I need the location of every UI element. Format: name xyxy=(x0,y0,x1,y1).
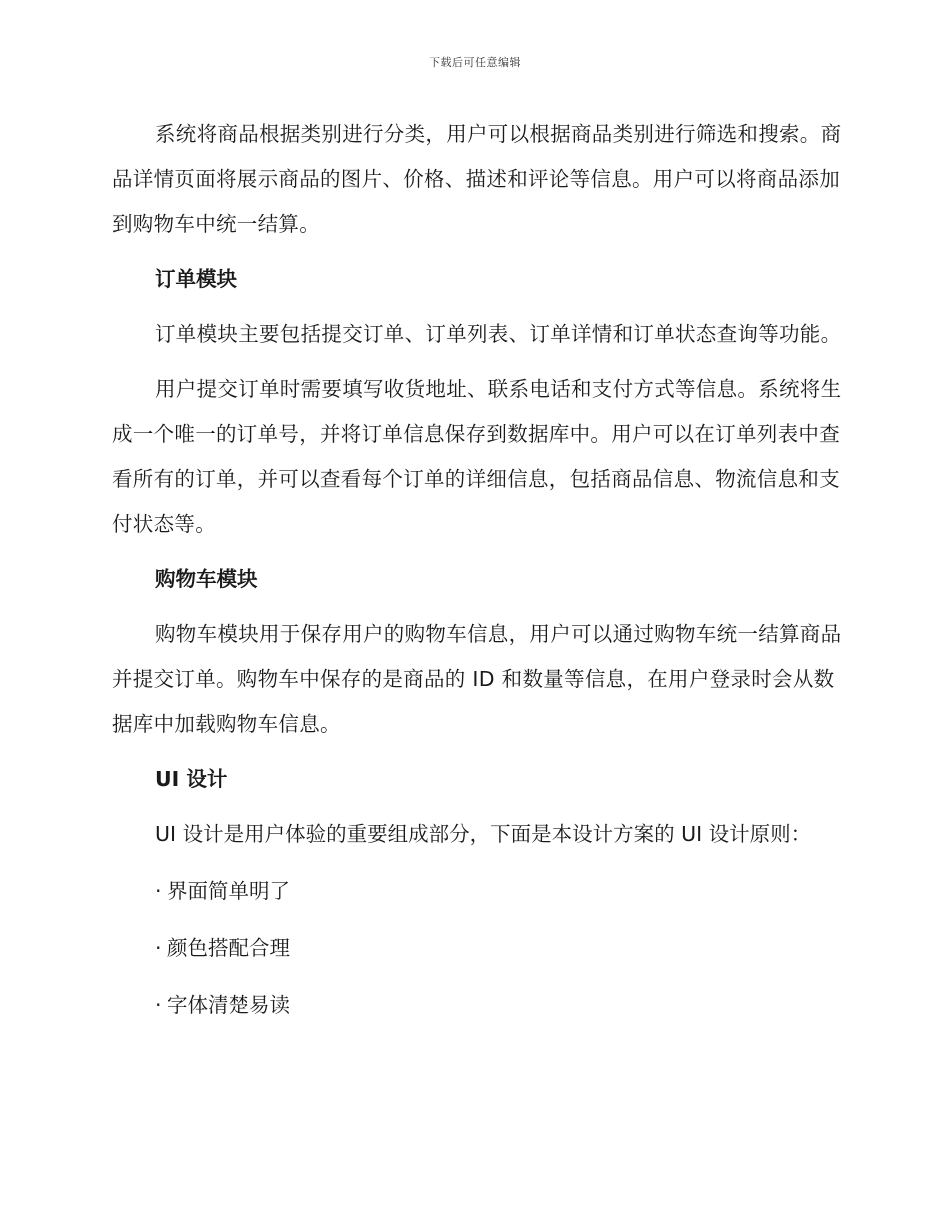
heading-ui-design: UI 设计 xyxy=(155,767,228,791)
bullet-marker: · xyxy=(155,879,162,903)
heading-cart-module: 购物车模块 xyxy=(155,567,258,591)
bullet-text: 颜色搭配合理 xyxy=(167,936,290,960)
bullet-text: 字体清楚易读 xyxy=(167,993,290,1017)
paragraph-product-category: 系统将商品根据类别进行分类，用户可以根据商品类别进行筛选和搜索。商品详情页面将展示商品的图片、价格、描述和评论等信息。用户可以将商品添加到购物车中统一结算。 xyxy=(112,122,842,236)
paragraph-cart: 购物车模块用于保存用户的购物车信息，用户可以通过购物车统一结算商品并提交订单。购物车中保存的是商品的 ID 和数量等信息，在用户登录时会从数据库中加载购物车信息。 xyxy=(112,622,842,736)
bullet-marker: · xyxy=(155,936,162,960)
page-header-note: 下载后可任意编辑 xyxy=(429,56,521,69)
bullet-text: 界面简单明了 xyxy=(167,879,290,903)
bullet-item xyxy=(112,926,842,971)
bullet-item xyxy=(112,983,842,1028)
paragraph-order-overview: 订单模块主要包括提交订单、订单列表、订单详情和订单状态查询等功能。 xyxy=(155,322,842,346)
paragraph-ui-principles-intro: UI 设计是用户体验的重要组成部分，下面是本设计方案的 UI 设计原则： xyxy=(155,822,812,846)
heading-order-module: 订单模块 xyxy=(155,267,237,291)
paragraph-order-details: 用户提交订单时需要填写收货地址、联系电话和支付方式等信息。系统将生成一个唯一的订单号，并将订单信息保存到数据库中。用户可以在订单列表中查看所有的订单，并可以查看每个订单的详细信息，包括商品信息、物流信息和支付状态等。 xyxy=(112,377,842,536)
document-body xyxy=(112,112,842,1040)
bullet-item xyxy=(112,869,842,914)
bullet-marker: · xyxy=(155,993,162,1017)
